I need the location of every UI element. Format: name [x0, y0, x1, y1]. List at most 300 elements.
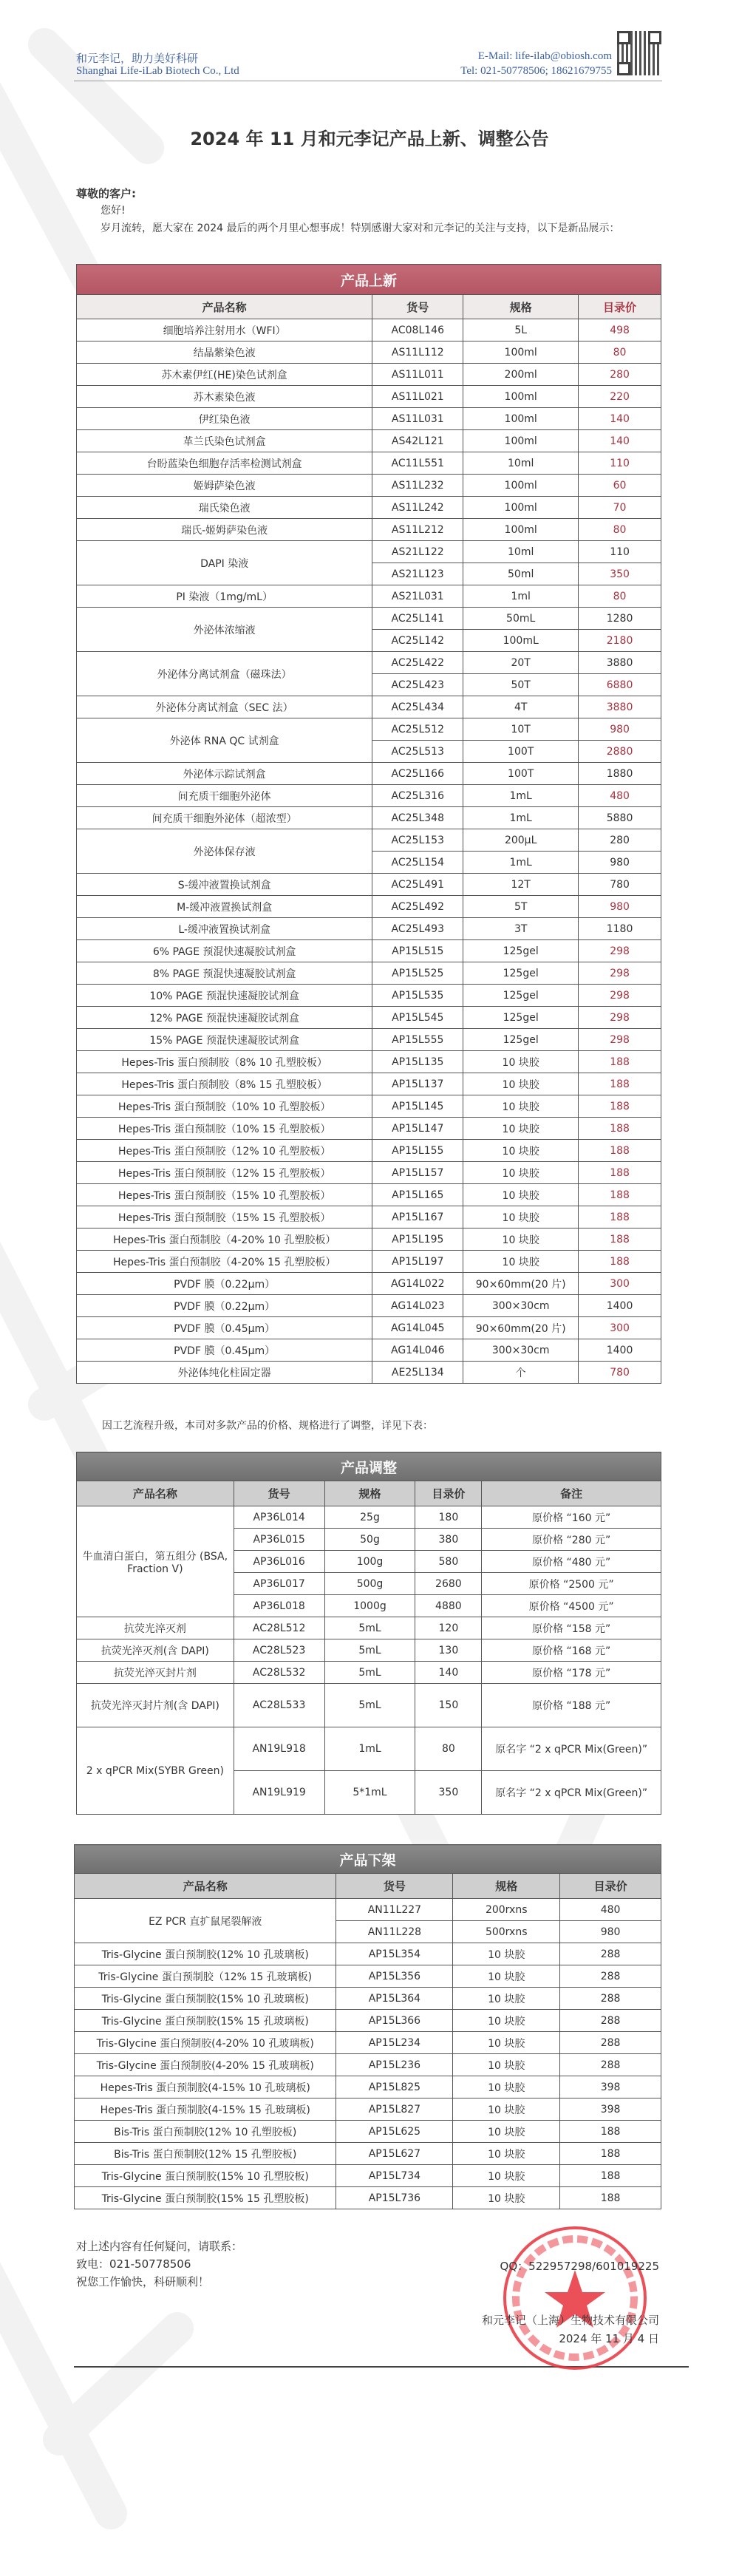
- table-row: [77, 519, 661, 541]
- product-code: AC25L141: [372, 608, 463, 630]
- product-price: 188: [579, 1095, 661, 1118]
- table-caption: 产品下架: [75, 1845, 661, 1874]
- table-row: [75, 2076, 661, 2098]
- product-spec: 125gel: [463, 940, 579, 962]
- table-row: [75, 2143, 661, 2165]
- product-spec: 10 块胶: [463, 1184, 579, 1206]
- product-code: AP36L016: [234, 1551, 324, 1573]
- product-price: 298: [579, 1007, 661, 1029]
- product-price: 6880: [579, 674, 661, 696]
- product-code: AP15L234: [336, 2032, 453, 2054]
- product-code: AP36L015: [234, 1529, 324, 1551]
- product-name: Hepes-Tris 蛋白预制胶（4-20% 10 孔塑胶板）: [77, 1228, 372, 1251]
- product-name: Bis-Tris 蛋白预制胶(12% 15 孔塑胶板): [75, 2143, 336, 2165]
- product-name: M-缓冲液置换试剂盒: [77, 896, 372, 918]
- product-price: 188: [579, 1228, 661, 1251]
- product-spec: 125gel: [463, 985, 579, 1007]
- product-spec: 1000g: [324, 1595, 415, 1617]
- product-note: 原价格 “4500 元”: [482, 1595, 661, 1617]
- product-price: 188: [579, 1184, 661, 1206]
- product-name: Hepes-Tris 蛋白预制胶（15% 15 孔塑胶板）: [77, 1206, 372, 1228]
- product-code: AC25L153: [372, 829, 463, 852]
- product-spec: 10 块胶: [453, 2121, 560, 2143]
- product-code: AC28L523: [234, 1639, 324, 1662]
- product-name: Hepes-Tris 蛋白预制胶(4-15% 15 孔玻璃板): [75, 2098, 336, 2121]
- product-price: 980: [579, 718, 661, 741]
- product-note: 原价格 “178 元”: [482, 1662, 661, 1684]
- product-spec: 12T: [463, 874, 579, 896]
- product-name: Tris-Glycine 蛋白预制胶(4-20% 10 孔玻璃板): [75, 2032, 336, 2054]
- product-spec: 100T: [463, 741, 579, 763]
- product-name: 苏木素伊红(HE)染色试剂盒: [77, 364, 372, 386]
- product-code: AS21L123: [372, 563, 463, 585]
- table-row: [77, 785, 661, 807]
- product-spec: 1ml: [463, 585, 579, 608]
- table-row: [77, 962, 661, 985]
- product-code: AG14L046: [372, 1339, 463, 1362]
- product-spec: 90×60mm(20 片): [463, 1317, 579, 1339]
- product-name: 细胞培养注射用水（WFI）: [77, 319, 372, 341]
- product-code: AP15L515: [372, 940, 463, 962]
- product-spec: 1mL: [324, 1727, 415, 1771]
- product-price: 188: [579, 1051, 661, 1073]
- product-code: AC28L533: [234, 1684, 324, 1727]
- product-code: AP15L734: [336, 2165, 453, 2187]
- table-row: [77, 940, 661, 962]
- product-name: Hepes-Tris 蛋白预制胶（12% 15 孔塑胶板）: [77, 1162, 372, 1184]
- product-price: 1400: [579, 1339, 661, 1362]
- greeting: 尊敬的客户:: [76, 187, 136, 200]
- product-price: 80: [579, 585, 661, 608]
- telephone: Tel: 021-50778506; 18621679755: [460, 65, 612, 77]
- product-spec: 5mL: [324, 1617, 415, 1639]
- product-price: 398: [560, 2098, 661, 2121]
- product-spec: 4T: [463, 696, 579, 718]
- product-spec: 1mL: [463, 852, 579, 874]
- product-name: 瑞氏-姬姆萨染色液: [77, 519, 372, 541]
- product-name: 6% PAGE 预混快速凝胶试剂盒: [77, 940, 372, 962]
- product-spec: 10 块胶: [463, 1095, 579, 1118]
- product-price: 150: [415, 1684, 482, 1727]
- product-spec: 10 块胶: [453, 2010, 560, 2032]
- table-row: [77, 1639, 661, 1662]
- product-code: AC25L316: [372, 785, 463, 807]
- product-name: PI 染液（1mg/mL）: [77, 585, 372, 608]
- product-code: AP15L197: [372, 1251, 463, 1273]
- product-name: Tris-Glycine 蛋白预制胶(4-20% 15 孔玻璃板): [75, 2054, 336, 2076]
- table-row: [77, 1273, 661, 1295]
- product-code: AP15L195: [372, 1228, 463, 1251]
- table-row: [77, 1140, 661, 1162]
- product-name: Hepes-Tris 蛋白预制胶（4-20% 15 孔塑胶板）: [77, 1251, 372, 1273]
- col-header-spec: 规格: [453, 1874, 560, 1899]
- product-code: AC25L512: [372, 718, 463, 741]
- table-row: [77, 874, 661, 896]
- col-header-name: 产品名称: [77, 295, 372, 319]
- table-row: [75, 2010, 661, 2032]
- table-row: [77, 608, 661, 630]
- product-price: 780: [579, 1362, 661, 1384]
- product-price: 80: [579, 519, 661, 541]
- product-price: 4880: [415, 1595, 482, 1617]
- product-code: AC25L142: [372, 630, 463, 652]
- product-name: 12% PAGE 预混快速凝胶试剂盒: [77, 1007, 372, 1029]
- product-code: AS11L212: [372, 519, 463, 541]
- product-code: AP15L167: [372, 1206, 463, 1228]
- product-name: 苏木素染色液: [77, 386, 372, 408]
- product-code: AP15L137: [372, 1073, 463, 1095]
- product-spec: 10 块胶: [453, 2032, 560, 2054]
- product-spec: 3T: [463, 918, 579, 940]
- product-price: 1180: [579, 918, 661, 940]
- table-row: [77, 585, 661, 608]
- table-row: [77, 386, 661, 408]
- table-row: [77, 696, 661, 718]
- product-price: 980: [579, 852, 661, 874]
- new-products-table: [76, 264, 661, 1384]
- table-row: [77, 918, 661, 940]
- product-price: 5880: [579, 807, 661, 829]
- product-note: 原名字 “2 x qPCR Mix(Green)”: [482, 1771, 661, 1815]
- product-code: AP15L827: [336, 2098, 453, 2121]
- table-row: [77, 1095, 661, 1118]
- col-header-name: 产品名称: [77, 1481, 234, 1506]
- product-name: Hepes-Tris 蛋白预制胶（8% 15 孔塑胶板）: [77, 1073, 372, 1095]
- product-code: AG14L022: [372, 1273, 463, 1295]
- product-code: AP15L625: [336, 2121, 453, 2143]
- product-code: AC25L166: [372, 763, 463, 785]
- product-code: AP15L366: [336, 2010, 453, 2032]
- product-spec: 100ml: [463, 341, 579, 364]
- company-name-en: Shanghai Life-iLab Biotech Co., Ltd: [76, 65, 239, 77]
- table-row: [77, 452, 661, 475]
- product-price: 300: [579, 1317, 661, 1339]
- product-code: AG14L023: [372, 1295, 463, 1317]
- product-price: 188: [560, 2165, 661, 2187]
- qq-contact: QQ：522957298/601019225: [500, 2260, 659, 2273]
- product-spec: 5mL: [324, 1684, 415, 1727]
- table-row: [75, 2165, 661, 2187]
- product-spec: 10 块胶: [453, 1943, 560, 1965]
- intro-paragraph: 岁月流转，愿大家在 2024 最后的两个月里心想事成！特别感谢大家对和元李记的关注与支持，以下是新品展示：: [101, 222, 620, 234]
- product-price: 1280: [579, 608, 661, 630]
- product-code: AC25L348: [372, 807, 463, 829]
- product-note: 原名字 “2 x qPCR Mix(Green)”: [482, 1727, 661, 1771]
- product-price: 480: [579, 785, 661, 807]
- product-price: 188: [560, 2143, 661, 2165]
- product-code: AC11L551: [372, 452, 463, 475]
- product-spec: 个: [463, 1362, 579, 1384]
- table-row: [77, 1007, 661, 1029]
- product-code: AP15L155: [372, 1140, 463, 1162]
- product-name: 外泌体保存液: [77, 829, 372, 874]
- table-row: [75, 1899, 661, 1921]
- product-price: 498: [579, 319, 661, 341]
- table-row: [77, 1617, 661, 1639]
- product-price: 298: [579, 962, 661, 985]
- table-row: [77, 829, 661, 852]
- product-spec: 10T: [463, 718, 579, 741]
- product-note: 原价格 “480 元”: [482, 1551, 661, 1573]
- issue-date: 2024 年 11 月 4 日: [559, 2332, 659, 2345]
- product-price: 298: [579, 985, 661, 1007]
- product-price: 350: [415, 1771, 482, 1815]
- product-price: 2680: [415, 1573, 482, 1595]
- product-spec: 200rxns: [453, 1899, 560, 1921]
- product-price: 380: [415, 1529, 482, 1551]
- product-code: AS21L122: [372, 541, 463, 563]
- table-row: [77, 1029, 661, 1051]
- product-price: 288: [560, 1965, 661, 1988]
- product-price: 288: [560, 1988, 661, 2010]
- product-spec: 10 块胶: [453, 1988, 560, 2010]
- product-code: AP15L236: [336, 2054, 453, 2076]
- product-spec: 100ml: [463, 408, 579, 430]
- col-header-code: 货号: [372, 295, 463, 319]
- product-name: Tris-Glycine 蛋白预制胶(15% 15 孔玻璃板): [75, 2010, 336, 2032]
- product-code: AP15L356: [336, 1965, 453, 1988]
- table-row: [77, 1073, 661, 1095]
- table-row: [77, 718, 661, 741]
- product-note: 原价格 “188 元”: [482, 1684, 661, 1727]
- product-spec: 100ml: [463, 497, 579, 519]
- product-price: 60: [579, 475, 661, 497]
- product-code: AC25L434: [372, 696, 463, 718]
- product-spec: 10 块胶: [453, 2054, 560, 2076]
- product-name: 抗荧光淬灭封片剂(含 DAPI): [77, 1684, 234, 1727]
- table-row: [77, 1662, 661, 1684]
- product-spec: 100ml: [463, 430, 579, 452]
- product-spec: 90×60mm(20 片): [463, 1273, 579, 1295]
- product-spec: 100mL: [463, 630, 579, 652]
- table-row: [77, 1206, 661, 1228]
- product-note: 原价格 “168 元”: [482, 1639, 661, 1662]
- product-price: 1880: [579, 763, 661, 785]
- table-row: [77, 1051, 661, 1073]
- product-price: 280: [579, 364, 661, 386]
- product-spec: 10 块胶: [463, 1228, 579, 1251]
- product-spec: 200ml: [463, 364, 579, 386]
- product-spec: 10 块胶: [453, 2143, 560, 2165]
- product-price: 3880: [579, 652, 661, 674]
- product-name: 外泌体 RNA QC 试剂盒: [77, 718, 372, 763]
- product-price: 188: [560, 2187, 661, 2209]
- product-price: 188: [579, 1162, 661, 1184]
- table-caption: 产品上新: [77, 265, 661, 295]
- product-spec: 50T: [463, 674, 579, 696]
- product-spec: 10 块胶: [453, 2098, 560, 2121]
- product-name: 伊红染色液: [77, 408, 372, 430]
- product-spec: 5T: [463, 896, 579, 918]
- product-name: 台盼蓝染色细胞存活率检测试剂盒: [77, 452, 372, 475]
- product-price: 188: [579, 1206, 661, 1228]
- table-row: [77, 1162, 661, 1184]
- table-row: [77, 763, 661, 785]
- product-code: AP15L147: [372, 1118, 463, 1140]
- product-spec: 10 块胶: [463, 1051, 579, 1073]
- product-price: 130: [415, 1639, 482, 1662]
- company-name: 和元李记（上海）生物技术有限公司: [481, 2314, 659, 2327]
- product-spec: 125gel: [463, 1029, 579, 1051]
- product-name: 间充质干细胞外泌体: [77, 785, 372, 807]
- product-name: Tris-Glycine 蛋白预制胶(15% 15 孔塑胶板): [75, 2187, 336, 2209]
- product-code: AP15L165: [372, 1184, 463, 1206]
- product-name: Bis-Tris 蛋白预制胶(12% 10 孔塑胶板): [75, 2121, 336, 2143]
- table-row: [77, 1184, 661, 1206]
- product-code: AS11L232: [372, 475, 463, 497]
- product-name: 间充质干细胞外泌体（超浓型）: [77, 807, 372, 829]
- product-name: 结晶紫染色液: [77, 341, 372, 364]
- table-row: [75, 2054, 661, 2076]
- product-spec: 10 块胶: [453, 2165, 560, 2187]
- product-code: AC25L513: [372, 741, 463, 763]
- product-price: 398: [560, 2076, 661, 2098]
- col-header-spec: 规格: [324, 1481, 415, 1506]
- product-spec: 125gel: [463, 1007, 579, 1029]
- table-row: [77, 1317, 661, 1339]
- adjusted-products-table: [76, 1452, 661, 1815]
- product-name: S-缓冲液置换试剂盒: [77, 874, 372, 896]
- product-code: AP36L018: [234, 1595, 324, 1617]
- product-code: AP15L555: [372, 1029, 463, 1051]
- product-name: Hepes-Tris 蛋白预制胶(4-15% 10 孔玻璃板): [75, 2076, 336, 2098]
- table-caption: 产品调整: [77, 1452, 661, 1481]
- product-price: 288: [560, 2032, 661, 2054]
- product-code: AP15L135: [372, 1051, 463, 1073]
- product-spec: 5L: [463, 319, 579, 341]
- product-name: Tris-Glycine 蛋白预制胶(12% 10 孔玻璃板): [75, 1943, 336, 1965]
- product-code: AC25L493: [372, 918, 463, 940]
- product-price: 80: [415, 1727, 482, 1771]
- product-code: AP15L157: [372, 1162, 463, 1184]
- product-price: 140: [579, 408, 661, 430]
- product-name: 外泌体纯化柱固定器: [77, 1362, 372, 1384]
- product-code: AP15L545: [372, 1007, 463, 1029]
- product-code: AS11L112: [372, 341, 463, 364]
- table-row: [77, 497, 661, 519]
- product-code: AN11L228: [336, 1921, 453, 1943]
- col-header-note: 备注: [482, 1481, 661, 1506]
- product-note: 原价格 “2500 元”: [482, 1573, 661, 1595]
- product-price: 70: [579, 497, 661, 519]
- product-price: 120: [415, 1617, 482, 1639]
- product-price: 280: [579, 829, 661, 852]
- table-row: [77, 896, 661, 918]
- product-spec: 300×30cm: [463, 1295, 579, 1317]
- product-code: AS11L021: [372, 386, 463, 408]
- hello: 您好!: [101, 205, 126, 217]
- table-row: [77, 1339, 661, 1362]
- product-spec: 25g: [324, 1506, 415, 1529]
- product-code: AS42L121: [372, 430, 463, 452]
- product-note: 原价格 “158 元”: [482, 1617, 661, 1639]
- product-code: AN19L919: [234, 1771, 324, 1815]
- product-price: 298: [579, 1029, 661, 1051]
- table-row: [77, 408, 661, 430]
- product-code: AP15L364: [336, 1988, 453, 2010]
- product-price: 180: [415, 1506, 482, 1529]
- product-spec: 500rxns: [453, 1921, 560, 1943]
- product-code: AC25L422: [372, 652, 463, 674]
- product-price: 350: [579, 563, 661, 585]
- product-note: 原价格 “160 元”: [482, 1506, 661, 1529]
- product-spec: 1mL: [463, 807, 579, 829]
- product-name: L-缓冲液置换试剂盒: [77, 918, 372, 940]
- product-code: AP15L825: [336, 2076, 453, 2098]
- product-name: 姬姆萨染色液: [77, 475, 372, 497]
- product-note: 原价格 “280 元”: [482, 1529, 661, 1551]
- col-header-price: 目录价: [560, 1874, 661, 1899]
- product-spec: 100ml: [463, 386, 579, 408]
- table-row: [77, 1727, 661, 1771]
- product-price: 188: [579, 1073, 661, 1095]
- closing-wish: 祝您工作愉快，科研顺利！: [76, 2275, 210, 2288]
- product-name: DAPI 染液: [77, 541, 372, 585]
- product-name: Hepes-Tris 蛋白预制胶（10% 15 孔塑胶板）: [77, 1118, 372, 1140]
- product-code: AC28L512: [234, 1617, 324, 1639]
- product-spec: 5mL: [324, 1662, 415, 1684]
- product-spec: 10 块胶: [453, 1965, 560, 1988]
- table-row: [77, 541, 661, 563]
- product-price: 188: [579, 1140, 661, 1162]
- product-spec: 10ml: [463, 541, 579, 563]
- product-name: Tris-Glycine 蛋白预制胶(15% 10 孔塑胶板): [75, 2165, 336, 2187]
- table-row: [77, 1362, 661, 1384]
- product-spec: 10 块胶: [463, 1162, 579, 1184]
- table-row: [77, 1295, 661, 1317]
- product-spec: 10 块胶: [463, 1206, 579, 1228]
- product-code: AC25L492: [372, 896, 463, 918]
- product-price: 580: [415, 1551, 482, 1573]
- product-code: AS21L031: [372, 585, 463, 608]
- product-name: 外泌体浓缩液: [77, 608, 372, 652]
- product-code: AP15L354: [336, 1943, 453, 1965]
- table-row: [75, 1988, 661, 2010]
- product-spec: 100ml: [463, 475, 579, 497]
- product-price: 2180: [579, 630, 661, 652]
- product-price: 780: [579, 874, 661, 896]
- product-code: AE25L134: [372, 1362, 463, 1384]
- product-code: AC25L423: [372, 674, 463, 696]
- table-row: [77, 1506, 661, 1529]
- table-row: [75, 1965, 661, 1988]
- table-row: [75, 2098, 661, 2121]
- product-code: AP36L014: [234, 1506, 324, 1529]
- product-name: Hepes-Tris 蛋白预制胶（8% 10 孔塑胶板）: [77, 1051, 372, 1073]
- product-price: 2880: [579, 741, 661, 763]
- product-spec: 100T: [463, 763, 579, 785]
- table-row: [77, 652, 661, 674]
- table-row: [75, 1943, 661, 1965]
- product-price: 188: [560, 2121, 661, 2143]
- product-name: 外泌体分离试剂盒（SEC 法）: [77, 696, 372, 718]
- product-price: 980: [579, 896, 661, 918]
- product-code: AC25L154: [372, 852, 463, 874]
- table-row: [77, 1228, 661, 1251]
- table-row: [77, 319, 661, 341]
- product-spec: 10 块胶: [463, 1251, 579, 1273]
- product-name: 8% PAGE 预混快速凝胶试剂盒: [77, 962, 372, 985]
- product-price: 188: [579, 1118, 661, 1140]
- product-price: 298: [579, 940, 661, 962]
- product-spec: 50mL: [463, 608, 579, 630]
- table-row: [77, 1684, 661, 1727]
- product-code: AS11L242: [372, 497, 463, 519]
- product-price: 1400: [579, 1295, 661, 1317]
- company-slogan: 和元李记，助力美好科研: [76, 53, 199, 65]
- product-spec: 20T: [463, 652, 579, 674]
- product-code: AC28L532: [234, 1662, 324, 1684]
